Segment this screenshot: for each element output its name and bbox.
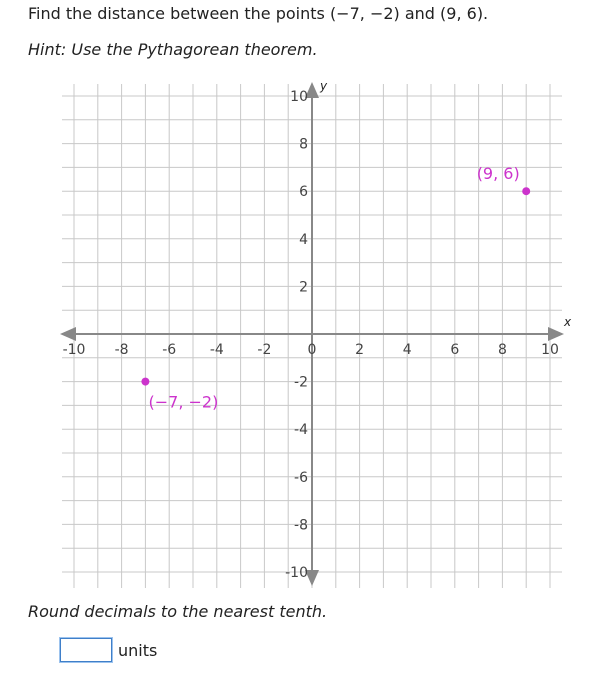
x-axis-left-arrow-icon xyxy=(60,327,76,341)
x-tick-label: -8 xyxy=(114,342,129,358)
x-tick-label: -6 xyxy=(162,342,177,358)
y-tick-label: 6 xyxy=(299,184,308,201)
x-tick-label: 4 xyxy=(402,342,412,358)
y-tick-label: -10 xyxy=(285,565,308,581)
answer-row xyxy=(60,638,157,662)
units-label: units xyxy=(118,640,158,660)
x-axis-right-arrow-icon xyxy=(548,327,564,341)
y-tick-label: -4 xyxy=(294,422,308,439)
x-tick-label: 0 xyxy=(307,342,317,358)
x-tick-label: -4 xyxy=(209,342,224,358)
x-tick-label: -10 xyxy=(62,342,86,358)
rounding-instruction: Round decimals to the nearest tenth. xyxy=(28,602,328,621)
x-tick-label: 2 xyxy=(355,342,365,358)
y-tick-label: 8 xyxy=(299,136,308,153)
y-tick-label: -2 xyxy=(294,374,308,391)
data-point xyxy=(141,378,149,386)
x-tick-label: 8 xyxy=(497,342,507,358)
x-tick-label: -2 xyxy=(257,342,272,358)
x-tick-label: 10 xyxy=(541,342,559,358)
axes xyxy=(60,79,572,586)
y-tick-label: 10 xyxy=(290,89,308,105)
y-axis-label: y xyxy=(320,79,328,93)
y-tick-label: -8 xyxy=(294,517,308,534)
y-tick-label: -6 xyxy=(294,469,308,486)
data-point-label: (−7, −2) xyxy=(148,392,219,412)
distance-answer-input[interactable] xyxy=(60,638,112,662)
hint-text: Hint: Use the Pythagorean theorem. xyxy=(28,40,318,59)
y-tick-label: 4 xyxy=(299,231,308,248)
y-tick-label: 2 xyxy=(299,279,308,296)
question-text: Find the distance between the points (−7, −2) and (9, 6). xyxy=(28,4,489,23)
x-axis-label: x xyxy=(564,315,572,329)
data-point xyxy=(522,187,530,195)
data-point-label: (9, 6) xyxy=(476,164,520,184)
x-tick-label: 6 xyxy=(450,342,460,358)
